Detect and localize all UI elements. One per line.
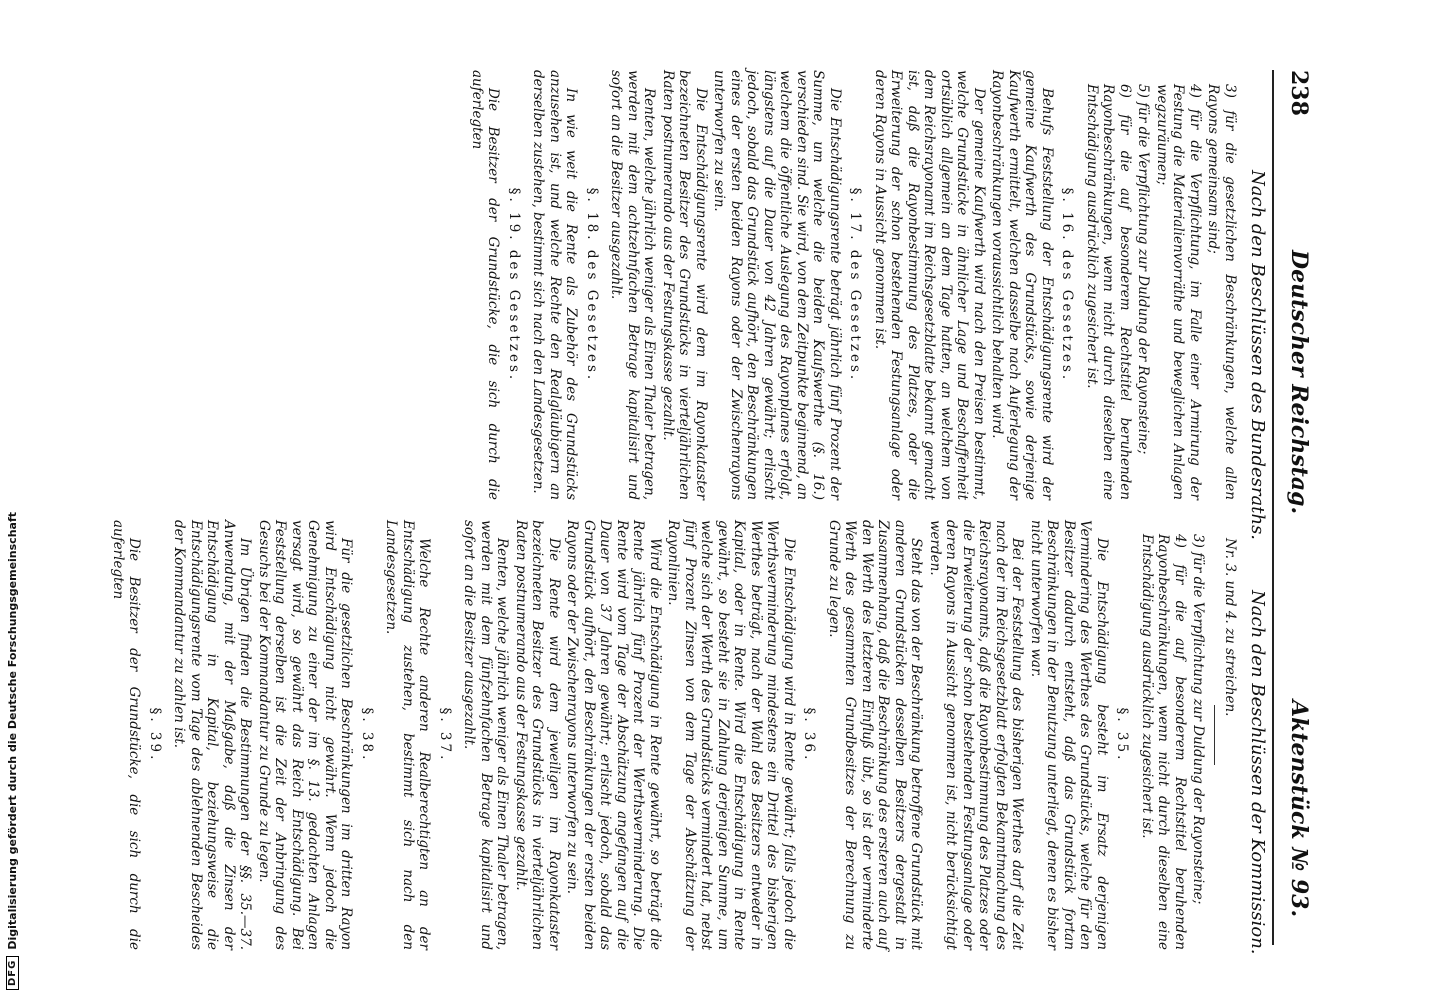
left-column-text <box>467 70 1239 500</box>
paragraph: Für die gesetzlichen Beschränkungen im dritten Rayon wird Entschädigung nicht gewährt. Wenn jedoch die Genehmigung zu einer der im §. 13. gedachten Anlagen versagt wird, so gewährt das Reich Entschädigung. Bei Feststellung derselben ist die Zeit der Anbringung des Gesuchs bei der Kommandantur zu Grunde zu legen. <box>256 520 355 950</box>
section-heading: §. 38. <box>359 707 375 763</box>
paragraph: Die Rente wird dem jeweiligen im Rayonkataster bezeichneten Besitzer des Grundstücks in vierteljährlichen Raten postnumerando aus der Festungskasse gezahlt. <box>513 520 562 950</box>
paragraph: Bei der Feststellung des bisherigen Werthes darf die Zeit nach der im Reichsgesetzblatt erfolgten Bekanntmachung des Reichsrayonamts, daß die Rayonbestimmung des Platzes oder die Erweiterung der schon bestehenden Festungsanlage oder deren Rayons in Aussicht genommen ist, nicht berücksichtigt werden. <box>927 520 1026 950</box>
credit-text: Digitalisierung gefördert durch die Deutsche Forschungsgemeinschaft <box>5 511 19 950</box>
paragraph: Im Übrigen finden die Bestimmungen der §§. 35.—37. Anwendung, mit der Maßgabe, daß die Zinsen der Entschädigung in Kapital, beziehungsweise die Entschädigungsrente vom Tage des ablehnenden Bescheides der Kommandantur zu zahlen ist. <box>171 520 254 950</box>
list-item: 4) für die Verpflichtung, im Falle einer Armirung der Festung die Materialienvorräthe und beweglichen Anlagen wegzuräumen; <box>1154 84 1203 500</box>
paragraph: Die Besitzer der Grundstücke, die sich durch die auferlegten <box>469 70 502 500</box>
list-item: 3) für die Verpflichtung zur Duldung der Rayonsteine; <box>1190 534 1207 905</box>
paragraph: Wird die Entschädigung in Rente gewährt, so beträgt die Rente jährlich fünf Prozent der Werthsverminderung. Die Rente wird vom Tage der Abschätzung angefangen auf die Dauer von 37 Jahren gewährt; erlischt jedoch, sobald das Grundstück aufhört, den Beschränkungen der ersten beiden Rayons oder der Zwischenrayons unterworfen zu sein. <box>564 520 663 950</box>
digitization-credit <box>0 0 24 1000</box>
paragraph: Die Entschädigungsrente wird dem im Rayonkataster bezeichneten Besitzer des Grundstücks in vierteljährlichen Raten postnumerando aus der Festungskasse gezahlt. <box>660 70 709 500</box>
section-heading: §. 16. des Gesetzes. <box>1059 187 1076 383</box>
paragraph: Welche Rechte anderen Realberechtigten an der Entschädigung zustehen, bestimmt sich nach den Landesgesetzen. <box>383 520 433 950</box>
section-heading: §. 19. des Gesetzes. <box>506 187 522 383</box>
paragraph: Die Entschädigung besteht im Ersatz derjenigen Vermindering des Werthes des Grundstücks, welche für den Besitzer dadurch entsteht, daß das Grundstück fortan Beschränkungen in der Benutzung unterliegt, denen es bisher nicht unterworfen war. <box>1028 520 1110 950</box>
section-heading: §. 18. des Gesetzes. <box>584 187 600 383</box>
paragraph: Steht das von der Beschränkung betroffene Grundstück mit anderen Grundstücken desselben Besitzers dergestalt in Zusammenhang, daß die Beschränkung des ersteren auch auf den Werth des letzteren Einfluß übt, so ist der verminderte Werth des gesammten Grundbesitzes der Berechnung zu Grunde zu legen. <box>826 520 925 950</box>
dfg-logo: DFG <box>6 956 19 990</box>
page-number: 238 <box>1286 70 1312 116</box>
paragraph: Behufs Feststellung der Entschädigungsrente wird der gemeine Kaufwerth des Grundstücks, sowie derjenige Kaufwerth ermittelt, welchen dasselbe nach Auferlegung der Rayonbeschränkungen voraussichtlich behalten wird. <box>989 70 1055 500</box>
paragraph: Die Besitzer der Grundstücke, die sich durch die auferlegten <box>110 520 143 950</box>
paragraph: In wie weit die Rente als Zubehör des Grundstücks anzusehen ist, und welche Rechte den Realgläubigern an derselben zustehen, bestimmt sich nach den Landesgesetzen. <box>530 70 580 500</box>
paragraph: Renten, welche jährlich weniger als Einen Thaler betragen, werden mit dem achtzehnfachen Betrage kapitalisirt und sofort an die Besitzer ausgezahlt. <box>608 70 658 500</box>
section-heading: §. 35. <box>1114 707 1131 763</box>
header-rule <box>1272 70 1274 945</box>
separator-rule <box>1215 705 1216 765</box>
right-column-text <box>108 520 1239 950</box>
section-heading: §. 17. des Gesetzes. <box>847 187 864 383</box>
paragraph: Nr. 3. und 4. zu streichen. <box>1222 538 1238 717</box>
paragraph: Die Entschädigung wird in Rente gewährt; falls jedoch die Werthsverminderung mindestens ein Drittel des bisherigen Werthes beträgt, nach der Wahl des Besitzers entweder in Kapital, oder in Rente. Wird die Entschädigung in Rente gewährt, so besteht sie in Zahlung derjenigen Summe, um welche sich der Werth des Grundstücks vermindert hat, nebst fünf Prozent Zinsen von dem Tage der Abschätzung der Rayonlinien. <box>665 520 797 950</box>
paragraph: Renten, welche jährlich weniger als Einen Thaler betragen, werden mit dem fünfzehnfachen Betrage kapitalisirt und sofort an die Besitzer ausgezahlt. <box>461 520 511 950</box>
right-column-heading: Nach den Beschlüssen der Kommission. <box>1247 590 1268 955</box>
section-heading: §. 37. <box>437 707 453 763</box>
paragraph: Die Entschädigungsrente beträgt jährlich fünf Prozent der Summe, um welche die beiden Kaufswerthe (§. 16.) verschieden sind. Sie wird, von dem Zeitpunkte beginnend, an welchem die öffentliche Auslegung des Rayonplanes erfolgt, längstens auf die Dauer von 42 Jahren gewährt; erlischt jedoch, sobald das Grundstück aufhört, den Beschränkungen eines der ersten beiden Rayons oder der Zwischenrayons unterworfen zu sein. <box>711 70 843 500</box>
rotated-document-page <box>30 0 1330 1000</box>
list-item: 4) für die auf besonderem Rechtstitel beruhenden Rayonbeschränkungen, wenn nicht durch dieselben eine Entschädigung ausdrücklich zugesichert ist. <box>1139 534 1188 950</box>
page-title: Deutscher Reichstag. <box>1286 250 1312 515</box>
section-heading: §. 36. <box>801 707 818 763</box>
paragraph: Der gemeine Kaufwerth wird nach den Preisen bestimmt, welche Grundstücke in ähnlicher Lage und Beschaffenheit ortsüblich allgemein an dem Tage hatten, an welchem von dem Reichsrayonamt im Reichsgesetzblatte bekannt gemacht ist, daß die Rayonbestimmung des Platzes, oder die Erweiterung der schon bestehenden Festungsanlage oder deren Rayons in Aussicht genommen ist. <box>872 70 987 500</box>
list-item: 3) für die gesetzlichen Beschränkungen, welche allen Rayons gemeinsam sind; <box>1205 84 1238 500</box>
left-column-heading: Nach den Beschlüssen des Bundesraths. <box>1247 170 1268 541</box>
section-heading: §. 39. <box>147 707 163 763</box>
list-item: 6) für die auf besonderem Rechtstitel beruhenden Rayonbeschränkungen, wenn nicht durch dieselben eine Entschädigung ausdrücklich zugesichert ist. <box>1084 84 1133 500</box>
list-item: 5) für die Verpflichtung zur Duldung der Rayonsteine; <box>1135 84 1152 455</box>
document-number: Aktenstück № 93. <box>1286 700 1312 918</box>
